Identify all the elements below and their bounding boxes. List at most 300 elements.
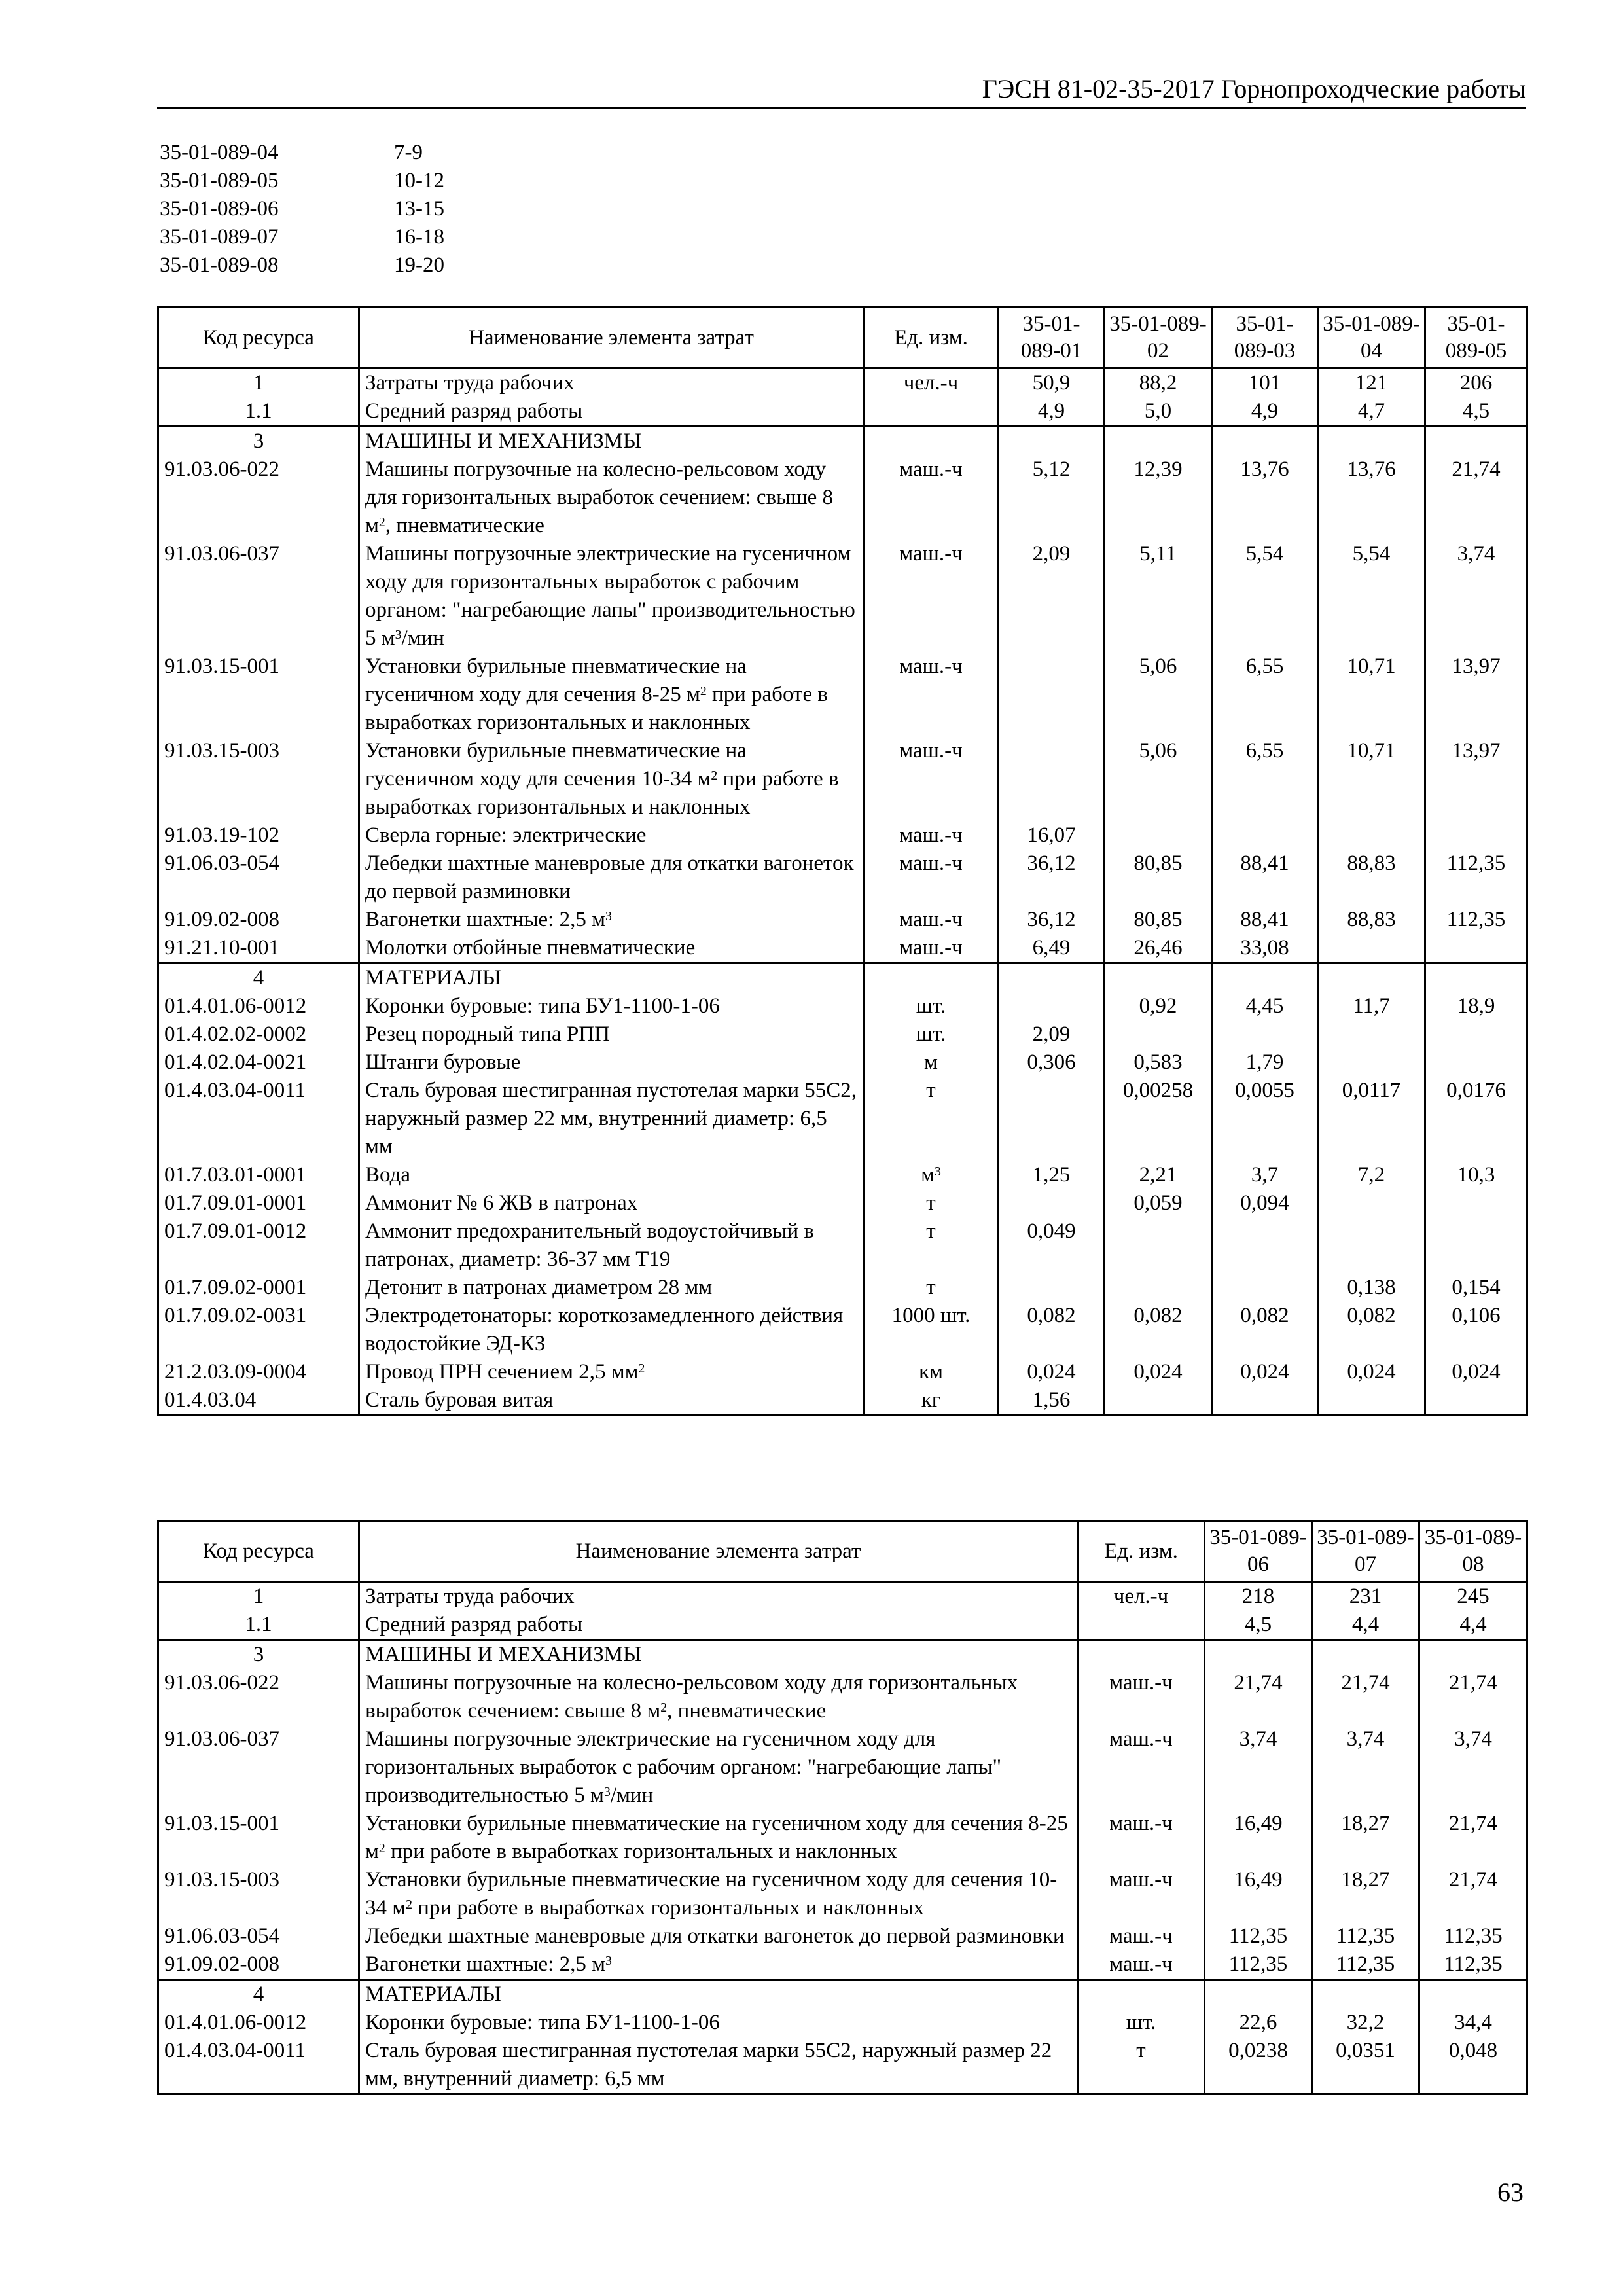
norm-value: 0,024 xyxy=(999,1358,1105,1386)
section-row xyxy=(158,1640,1527,1670)
table-row xyxy=(158,1217,1527,1274)
cost-element-name: МАТЕРИАЛЫ xyxy=(359,1980,1078,2009)
table-row xyxy=(158,1020,1527,1049)
header-norm-column: 35-01-089-07 xyxy=(1312,1521,1419,1582)
cost-element-name: МАШИНЫ И МЕХАНИЗМЫ xyxy=(359,1640,1078,1670)
header-norm-column: 35-01-089-08 xyxy=(1419,1521,1527,1582)
table-row xyxy=(158,1611,1527,1640)
table-row xyxy=(158,1302,1527,1358)
norm-value: 0,0238 xyxy=(1205,2037,1312,2094)
norm-value xyxy=(1212,1386,1318,1416)
header-cost-element: Наименование элемента затрат xyxy=(359,1521,1078,1582)
resource-code: 4 xyxy=(158,1980,359,2009)
unit-cell: т xyxy=(1078,2037,1205,2094)
unit-cell: шт. xyxy=(864,1020,999,1049)
unit-cell: маш.-ч xyxy=(864,821,999,850)
reference-code: 35-01-089-06 xyxy=(160,197,279,221)
norm-value: 4,4 xyxy=(1419,1611,1527,1640)
norm-value xyxy=(1212,821,1318,850)
norm-value xyxy=(1105,1217,1212,1274)
norm-value: 5,12 xyxy=(999,456,1105,540)
resource-code: 1.1 xyxy=(158,397,359,427)
resource-code: 01.7.09.01-0001 xyxy=(158,1189,359,1217)
resource-code: 4 xyxy=(158,963,359,993)
unit-cell: маш.-ч xyxy=(864,934,999,963)
norm-value: 0,082 xyxy=(1318,1302,1425,1358)
norm-value: 0,024 xyxy=(1425,1358,1527,1386)
norm-value: 1,56 xyxy=(999,1386,1105,1416)
norm-value: 80,85 xyxy=(1105,850,1212,906)
table-row xyxy=(158,540,1527,653)
norm-value: 18,9 xyxy=(1425,992,1527,1020)
table-row xyxy=(158,906,1527,934)
norm-value: 3,74 xyxy=(1419,1725,1527,1810)
cost-element-name: Вагонетки шахтные: 2,5 $м^3$ xyxy=(359,906,864,934)
table-row xyxy=(158,653,1527,737)
norm-value: 50,9 xyxy=(999,368,1105,398)
norm-value: 10,71 xyxy=(1318,737,1425,821)
resource-code: 01.4.03.04-0011 xyxy=(158,1077,359,1161)
table-row xyxy=(158,1358,1527,1386)
table-row xyxy=(158,368,1527,398)
norm-value xyxy=(1318,427,1425,456)
norm-value: 88,41 xyxy=(1212,850,1318,906)
unit-cell: маш.-ч xyxy=(864,456,999,540)
norm-value xyxy=(1105,427,1212,456)
norm-value xyxy=(1212,1020,1318,1049)
table-row xyxy=(158,737,1527,821)
norm-value xyxy=(1105,1274,1212,1302)
norm-value: 80,85 xyxy=(1105,906,1212,934)
norm-value: 11,7 xyxy=(1318,992,1425,1020)
norm-value xyxy=(1205,1640,1312,1670)
norm-value: 0,0117 xyxy=(1318,1077,1425,1161)
reference-code: 35-01-089-04 xyxy=(160,141,279,164)
resource-code: 01.4.02.04-0021 xyxy=(158,1049,359,1077)
norm-value xyxy=(999,992,1105,1020)
unit-cell: маш.-ч xyxy=(864,540,999,653)
norm-value xyxy=(1105,1386,1212,1416)
cost-element-name: Сверла горные: электрические xyxy=(359,821,864,850)
unit-cell: шт. xyxy=(864,992,999,1020)
unit-cell: маш.-ч xyxy=(1078,1810,1205,1866)
table-row xyxy=(158,1922,1527,1950)
norm-value xyxy=(1105,963,1212,993)
norm-value: 2,09 xyxy=(999,1020,1105,1049)
reference-item xyxy=(160,195,444,223)
resource-code: 91.03.15-001 xyxy=(158,1810,359,1866)
norm-value xyxy=(1425,1020,1527,1049)
unit-cell xyxy=(1078,1611,1205,1640)
reference-item xyxy=(160,223,444,251)
resource-code: 01.4.01.06-0012 xyxy=(158,2009,359,2037)
cost-element-name: Провод ПРН сечением 2,5 $мм^2$ xyxy=(359,1358,864,1386)
norm-value: 16,07 xyxy=(999,821,1105,850)
norm-value: 1,79 xyxy=(1212,1049,1318,1077)
norm-value xyxy=(1425,934,1527,963)
norm-value: 112,35 xyxy=(1205,1950,1312,1980)
unit-cell: км xyxy=(864,1358,999,1386)
unit-cell xyxy=(864,427,999,456)
reference-range: 7-9 xyxy=(394,141,423,164)
norm-value xyxy=(1425,1049,1527,1077)
norm-value xyxy=(1105,1020,1212,1049)
table-row xyxy=(158,2009,1527,2037)
section-row xyxy=(158,427,1527,456)
document-header-title: ГЭСН 81-02-35-2017 Горнопроходческие работы xyxy=(982,74,1526,103)
table-row xyxy=(158,397,1527,427)
norm-value: 4,7 xyxy=(1318,397,1425,427)
norm-value: 21,74 xyxy=(1312,1669,1419,1725)
norm-value: 4,9 xyxy=(999,397,1105,427)
norm-value xyxy=(1425,1189,1527,1217)
unit-cell: маш.-ч xyxy=(1078,1669,1205,1725)
header-unit: Ед. изм. xyxy=(864,308,999,368)
unit-cell xyxy=(1078,1640,1205,1670)
resource-code: 01.7.09.01-0012 xyxy=(158,1217,359,1274)
norm-value: 4,5 xyxy=(1205,1611,1312,1640)
norm-value: 21,74 xyxy=(1419,1866,1527,1922)
cost-element-name: Установки бурильные пневматические на гусеничном ходу для сечения 8-25 $м^2$ при работе в выработках горизонтальных и наклонных xyxy=(359,1810,1078,1866)
norm-value: 13,76 xyxy=(1212,456,1318,540)
resource-code: 1 xyxy=(158,368,359,398)
resource-code: 01.4.03.04-0011 xyxy=(158,2037,359,2094)
cost-element-name: Установки бурильные пневматические на гусеничном ходу для сечения 10-34 $м^2$ при работе в выработках горизонтальных и наклонных xyxy=(359,737,864,821)
norm-value: 0,059 xyxy=(1105,1189,1212,1217)
cost-element-name: Молотки отбойные пневматические xyxy=(359,934,864,963)
norm-value xyxy=(1212,427,1318,456)
cost-element-name: Коронки буровые: типа БУ1-1100-1-06 xyxy=(359,992,864,1020)
norm-value xyxy=(1212,963,1318,993)
norm-value: 0,049 xyxy=(999,1217,1105,1274)
norm-value: 3,7 xyxy=(1212,1161,1318,1189)
unit-cell xyxy=(1078,1980,1205,2009)
norm-value: 21,74 xyxy=(1419,1810,1527,1866)
norm-value: 0,0176 xyxy=(1425,1077,1527,1161)
norm-value: 88,83 xyxy=(1318,850,1425,906)
norm-value: 10,71 xyxy=(1318,653,1425,737)
unit-cell: маш.-ч xyxy=(1078,1725,1205,1810)
cost-element-name: Машины погрузочные на колесно-рельсовом ходу для горизонтальных выработок сечением: свыше 8 $м^2$, пневматические xyxy=(359,1669,1078,1725)
norm-value xyxy=(1419,1980,1527,2009)
table-header-row xyxy=(158,1521,1527,1582)
norm-value: 5,11 xyxy=(1105,540,1212,653)
norm-value xyxy=(1318,1217,1425,1274)
norm-value: 21,74 xyxy=(1205,1669,1312,1725)
norm-value: 13,97 xyxy=(1425,737,1527,821)
resource-code: 01.4.01.06-0012 xyxy=(158,992,359,1020)
norm-value: 0,082 xyxy=(1105,1302,1212,1358)
norm-value xyxy=(1212,1217,1318,1274)
cost-element-name: Резец породный типа РПП xyxy=(359,1020,864,1049)
norm-value: 218 xyxy=(1205,1582,1312,1611)
cost-element-name: Средний разряд работы xyxy=(359,397,864,427)
norm-value: 3,74 xyxy=(1312,1725,1419,1810)
resource-code: 21.2.03.09-0004 xyxy=(158,1358,359,1386)
cost-element-name: Сталь буровая шестигранная пустотелая марки 55С2, наружный размер 22 мм, внутренний диаметр: 6,5 мм xyxy=(359,1077,864,1161)
norm-value: 112,35 xyxy=(1419,1950,1527,1980)
unit-cell: маш.-ч xyxy=(864,850,999,906)
table-row xyxy=(158,1669,1527,1725)
resource-code: 91.09.02-008 xyxy=(158,906,359,934)
norm-value: 18,27 xyxy=(1312,1866,1419,1922)
reference-item xyxy=(160,251,444,279)
norm-value xyxy=(1318,963,1425,993)
norm-value xyxy=(1425,1386,1527,1416)
cost-element-name: Машины погрузочные на колесно-рельсовом ходу для горизонтальных выработок сечением: свыше 8 $м^2$, пневматические xyxy=(359,456,864,540)
table-row xyxy=(158,821,1527,850)
norm-value: 32,2 xyxy=(1312,2009,1419,2037)
resource-code: 01.4.02.02-0002 xyxy=(158,1020,359,1049)
header-norm-column: 35-01-089-05 xyxy=(1425,308,1527,368)
norm-value: 21,74 xyxy=(1419,1669,1527,1725)
norm-value: 26,46 xyxy=(1105,934,1212,963)
resource-code: 91.09.02-008 xyxy=(158,1950,359,1980)
reference-range: 16-18 xyxy=(394,225,444,249)
unit-cell: маш.-ч xyxy=(864,737,999,821)
norm-value: 206 xyxy=(1425,368,1527,398)
unit-cell: т xyxy=(864,1217,999,1274)
reference-range: 10-12 xyxy=(394,169,444,192)
section-row xyxy=(158,1980,1527,2009)
table-row xyxy=(158,1810,1527,1866)
resource-code: 91.06.03-054 xyxy=(158,1922,359,1950)
norm-value: 0,024 xyxy=(1318,1358,1425,1386)
norm-value xyxy=(999,1274,1105,1302)
cost-element-name: Аммонит предохранительный водоустойчивый в патронах, диаметр: 36-37 мм Т19 xyxy=(359,1217,864,1274)
norm-value: 112,35 xyxy=(1425,906,1527,934)
norm-value xyxy=(1312,1640,1419,1670)
resource-code: 01.7.03.01-0001 xyxy=(158,1161,359,1189)
norm-value: 1,25 xyxy=(999,1161,1105,1189)
unit-cell: маш.-ч xyxy=(1078,1922,1205,1950)
cost-element-name: МАШИНЫ И МЕХАНИЗМЫ xyxy=(359,427,864,456)
resource-table-2 xyxy=(157,1520,1528,2095)
norm-value: 112,35 xyxy=(1419,1922,1527,1950)
norm-value: 6,55 xyxy=(1212,653,1318,737)
norm-value: 88,83 xyxy=(1318,906,1425,934)
header-unit: Ед. изм. xyxy=(1078,1521,1205,1582)
resource-code: 91.21.10-001 xyxy=(158,934,359,963)
resource-code: 91.03.15-003 xyxy=(158,1866,359,1922)
resource-code: 1 xyxy=(158,1582,359,1611)
unit-cell: $м^3$ xyxy=(864,1161,999,1189)
unit-cell xyxy=(864,397,999,427)
norm-value: 33,08 xyxy=(1212,934,1318,963)
norm-value xyxy=(1425,963,1527,993)
unit-cell: маш.-ч xyxy=(864,906,999,934)
norm-value xyxy=(1318,1189,1425,1217)
norm-value: 10,3 xyxy=(1425,1161,1527,1189)
norm-value: 4,45 xyxy=(1212,992,1318,1020)
unit-cell: маш.-ч xyxy=(864,653,999,737)
norm-value: 6,49 xyxy=(999,934,1105,963)
norm-value xyxy=(1212,1274,1318,1302)
header-norm-column: 35-01-089-04 xyxy=(1318,308,1425,368)
norm-value: 3,74 xyxy=(1425,540,1527,653)
resource-code: 91.03.15-003 xyxy=(158,737,359,821)
norm-value: 231 xyxy=(1312,1582,1419,1611)
norm-value: 13,76 xyxy=(1318,456,1425,540)
norm-value: 0,92 xyxy=(1105,992,1212,1020)
norm-value: 34,4 xyxy=(1419,2009,1527,2037)
norm-value: 5,0 xyxy=(1105,397,1212,427)
table-row xyxy=(158,992,1527,1020)
norm-value: 0,0351 xyxy=(1312,2037,1419,2094)
unit-cell: 1000 шт. xyxy=(864,1302,999,1358)
reference-code: 35-01-089-05 xyxy=(160,169,279,192)
resource-code: 1.1 xyxy=(158,1611,359,1640)
unit-cell: т xyxy=(864,1274,999,1302)
cost-element-name: Вагонетки шахтные: 2,5 $м^3$ xyxy=(359,1950,1078,1980)
reference-item xyxy=(160,167,444,195)
table-row xyxy=(158,456,1527,540)
cost-element-name: Затраты труда рабочих xyxy=(359,368,864,398)
norm-value: 36,12 xyxy=(999,906,1105,934)
norm-value: 88,41 xyxy=(1212,906,1318,934)
table-row xyxy=(158,1049,1527,1077)
norm-value xyxy=(999,427,1105,456)
norm-value: 101 xyxy=(1212,368,1318,398)
norm-value xyxy=(1205,1980,1312,2009)
norm-value xyxy=(1318,934,1425,963)
table-row xyxy=(158,1725,1527,1810)
resource-code: 91.03.06-022 xyxy=(158,1669,359,1725)
norm-value xyxy=(1318,1049,1425,1077)
norm-value xyxy=(999,1189,1105,1217)
header-norm-column: 35-01-089-03 xyxy=(1212,308,1318,368)
norm-value: 3,74 xyxy=(1205,1725,1312,1810)
norm-value: 0,00258 xyxy=(1105,1077,1212,1161)
norm-value: 22,6 xyxy=(1205,2009,1312,2037)
norm-value: 18,27 xyxy=(1312,1810,1419,1866)
norm-value: 5,54 xyxy=(1212,540,1318,653)
section-row xyxy=(158,963,1527,993)
norm-value: 0,583 xyxy=(1105,1049,1212,1077)
resource-code: 91.03.06-037 xyxy=(158,1725,359,1810)
norm-value: 0,082 xyxy=(999,1302,1105,1358)
header-norm-column: 35-01-089-01 xyxy=(999,308,1105,368)
cost-element-name: Электродетонаторы: короткозамедленного действия водостойкие ЭД-КЗ xyxy=(359,1302,864,1358)
norm-value xyxy=(999,1077,1105,1161)
norm-value: 0,082 xyxy=(1212,1302,1318,1358)
norm-value: 36,12 xyxy=(999,850,1105,906)
reference-code: 35-01-089-08 xyxy=(160,253,279,277)
cost-element-name: Аммонит № 6 ЖВ в патронах xyxy=(359,1189,864,1217)
norm-value: 0,094 xyxy=(1212,1189,1318,1217)
table-row xyxy=(158,934,1527,963)
norm-value xyxy=(999,653,1105,737)
norm-value: 112,35 xyxy=(1425,850,1527,906)
norm-value xyxy=(999,963,1105,993)
norm-value: 4,9 xyxy=(1212,397,1318,427)
norm-value: 0,306 xyxy=(999,1049,1105,1077)
reference-item xyxy=(160,139,444,167)
norm-value: 5,06 xyxy=(1105,653,1212,737)
table-row xyxy=(158,1950,1527,1980)
unit-cell: т xyxy=(864,1189,999,1217)
cost-element-name: Установки бурильные пневматические на гусеничном ходу для сечения 10-34 $м^2$ при работе в выработках горизонтальных и наклонных xyxy=(359,1866,1078,1922)
unit-cell: м xyxy=(864,1049,999,1077)
norm-value: 13,97 xyxy=(1425,653,1527,737)
norm-value: 16,49 xyxy=(1205,1866,1312,1922)
unit-cell: чел.-ч xyxy=(1078,1582,1205,1611)
norm-value xyxy=(1318,1020,1425,1049)
norm-value: 112,35 xyxy=(1205,1922,1312,1950)
norm-value: 88,2 xyxy=(1105,368,1212,398)
cost-element-name: Машины погрузочные электрические на гусеничном ходу для горизонтальных выработок с рабочим органом: "нагребающие лапы" производительностью 5 $м^3$/мин xyxy=(359,1725,1078,1810)
cost-element-name: Штанги буровые xyxy=(359,1049,864,1077)
header-norm-column: 35-01-089-02 xyxy=(1105,308,1212,368)
header-resource-code: Код ресурса xyxy=(158,308,359,368)
resource-code: 3 xyxy=(158,1640,359,1670)
norm-value: 2,09 xyxy=(999,540,1105,653)
cost-element-name: Средний разряд работы xyxy=(359,1611,1078,1640)
reference-list xyxy=(160,139,444,279)
header-norm-column: 35-01-089-06 xyxy=(1205,1521,1312,1582)
resource-code: 91.03.06-037 xyxy=(158,540,359,653)
unit-cell: шт. xyxy=(1078,2009,1205,2037)
norm-value: 0,154 xyxy=(1425,1274,1527,1302)
norm-value: 0,0055 xyxy=(1212,1077,1318,1161)
unit-cell: маш.-ч xyxy=(1078,1950,1205,1980)
norm-value: 6,55 xyxy=(1212,737,1318,821)
norm-value xyxy=(1105,821,1212,850)
unit-cell: чел.-ч xyxy=(864,368,999,398)
cost-element-name: Лебедки шахтные маневровые для откатки вагонеток до первой разминовки xyxy=(359,1922,1078,1950)
table-header-row xyxy=(158,308,1527,368)
norm-value: 112,35 xyxy=(1312,1950,1419,1980)
norm-value xyxy=(1312,1980,1419,2009)
norm-value xyxy=(1425,1217,1527,1274)
resource-table-1 xyxy=(157,306,1528,1416)
page-number: 63 xyxy=(1497,2178,1524,2207)
table-row xyxy=(158,1582,1527,1611)
cost-element-name: Детонит в патронах диаметром 28 мм xyxy=(359,1274,864,1302)
cost-element-name: Коронки буровые: типа БУ1-1100-1-06 xyxy=(359,2009,1078,2037)
norm-value: 4,5 xyxy=(1425,397,1527,427)
table-row xyxy=(158,2037,1527,2094)
reference-code: 35-01-089-07 xyxy=(160,225,279,249)
table-row xyxy=(158,1161,1527,1189)
norm-value: 245 xyxy=(1419,1582,1527,1611)
norm-value: 21,74 xyxy=(1425,456,1527,540)
cost-element-name: МАТЕРИАЛЫ xyxy=(359,963,864,993)
resource-code: 91.03.19-102 xyxy=(158,821,359,850)
norm-value: 112,35 xyxy=(1312,1922,1419,1950)
header-cost-element: Наименование элемента затрат xyxy=(359,308,864,368)
norm-value xyxy=(1419,1640,1527,1670)
header-resource-code: Код ресурса xyxy=(158,1521,359,1582)
cost-element-name: Машины погрузочные электрические на гусеничном ходу для горизонтальных выработок с рабочим органом: "нагребающие лапы" производительностью 5 $м^3$/мин xyxy=(359,540,864,653)
unit-cell: т xyxy=(864,1077,999,1161)
norm-value: 0,138 xyxy=(1318,1274,1425,1302)
unit-cell: кг xyxy=(864,1386,999,1416)
norm-value xyxy=(1425,427,1527,456)
norm-value: 16,49 xyxy=(1205,1810,1312,1866)
cost-element-name: Сталь буровая шестигранная пустотелая марки 55С2, наружный размер 22 мм, внутренний диаметр: 6,5 мм xyxy=(359,2037,1078,2094)
table-row xyxy=(158,1077,1527,1161)
reference-range: 13-15 xyxy=(394,197,444,221)
norm-value: 2,21 xyxy=(1105,1161,1212,1189)
norm-value: 4,4 xyxy=(1312,1611,1419,1640)
header-divider xyxy=(157,107,1526,109)
norm-value: 7,2 xyxy=(1318,1161,1425,1189)
norm-value xyxy=(1318,1386,1425,1416)
norm-value: 5,54 xyxy=(1318,540,1425,653)
table-row xyxy=(158,1386,1527,1416)
table-row xyxy=(158,1189,1527,1217)
